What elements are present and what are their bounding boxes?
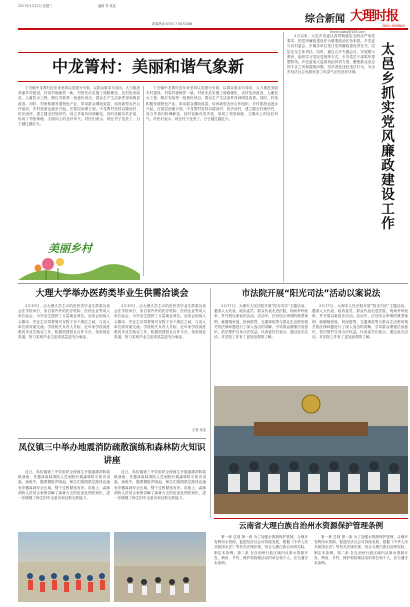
masthead-rule — [18, 28, 408, 30]
story-sun-body: 3月17日，大理市人民法院开展“阳光司法”主题活动，邀请人大代表、政协委员、群众代表走进法院，现场旁听庭审，并开展以案说法活动。活动中，法官结合审理的典型案例，就婚姻家庭、民间借贷、交通事故等与群众生活密切相关的法律问题进行了深入浅出的讲解，引导群众增强法治意识，依法维护自身合法权益。代表委员们表示，通过此次活动，对法院工作有了更加直观的了解。 — [214, 304, 308, 340]
column-divider — [143, 86, 144, 276]
fire-separator — [18, 438, 206, 439]
story-water-box — [214, 518, 408, 604]
masthead-email: Email:dwbs@163.com — [330, 30, 366, 34]
masthead-phone: 新闻热线:0707-7 5872588 — [152, 22, 193, 26]
side-headline-text: 太邑乡抓实党风廉政建设工作 — [378, 42, 394, 231]
masthead-logo — [350, 5, 405, 27]
story-fire-body: 近日，凤仪镇第三中学组织全校师生开展地震消防疏散演练，并邀请森林消防人员到校开展森林防火知识讲座。演练中，随着警报声响起，师生们按照预定路线迅速有序撤离到安全区域，整个过程紧张有序。讲座上，森林消防人员结合案例讲解了森林火灾的危害及预防知识，进一步增强了师生的安全意识和自救互救能力。 — [18, 470, 110, 501]
illustration-caption: 美丽乡村 — [48, 242, 92, 255]
story-fire-body-2: 近日，凤仪镇第三中学组织全校师生开展地震消防疏散演练，并邀请森林消防人员到校开展森林防火知识讲座。演练中，随着警报声响起，师生们按照预定路线迅速有序撤离到安全区域，整个过程紧张有序。讲座上，森林消防人员结合案例讲解了森林火灾的危害及预防知识，进一步增强了师生的安全意识和自救互救能力。 — [114, 470, 206, 501]
story-water-body-2: 第一章 总则 第一条 为了加强水资源保护管理，合理开发利用水资源，促进经济社会可持续发展，根据《中华人民共和国水法》等有关法律法规，结合大理白族自治州实际，制定本条例。第二条 在自治州行政区域内从事水资源开发、利用、节约、保护和管理活动的单位和个人，应当遵守本条例。 — [314, 535, 408, 566]
story-sun-body-2: 3月17日，大理市人民法院开展“阳光司法”主题活动，邀请人大代表、政协委员、群众代表走进法院，现场旁听庭审，并开展以案说法活动。活动中，法官结合审理的典型案例，就婚姻家庭、民间借贷、交通事故等与群众生活密切相关的法律问题进行了深入浅出的讲解，引导群众增强法治意识，依法维护自身合法权益。代表委员们表示，通过此次活动，对法院工作有了更加直观的了解。 — [312, 304, 408, 340]
story-drug-headline: 大理大学举办医药类毕业生供需洽谈会 — [35, 289, 189, 299]
courtroom-photo — [214, 386, 408, 514]
story-drug-body: 3月19日，由大理大学主办的医药类毕业生供需洽谈会在学校举行，来自省内外的医疗机构、医药企业等用人单位参会，为毕业生提供了大量就业岗位。洽谈会现场人头攒动，毕业生们带着简历穿梭于各个展位之间，与用人单位面对面交流。学校相关负责人介绍，近年来学校高度重视毕业生就业工作，积极搭建校企合作平台，拓宽就业渠道，努力实现毕业生更高质量更充分就业。 — [18, 304, 110, 340]
lead-body-col1: 下关镇中龙箐村近年来坚持以党建为引领，以群众需求为导向，大力推进美丽乡村建设，村容村貌焕然一新。村里先后实施了道路硬化、农村危房改造、人畜饮水工程、路灯安装等一批惠民项目，群众生产生活条件得到明显改善。同时，村里积极发展特色产业，带动群众增收致富，培育新型农民合作组织，乡村旅游也逐步兴起。在基层治理方面，中龙箐村坚持以德治村、依法治村，建立健全村规民约，设立矛盾纠纷调解室，及时化解各类矛盾，形成了邻里和睦、文明向上的良好风气。村民们表示，现在村子变美了，日子越过越红火。 — [18, 86, 140, 127]
logo-text: 大理时报 — [350, 9, 399, 24]
students-image-icon — [18, 532, 110, 602]
masthead-date: 2017年3月22日 星期三 — [18, 4, 53, 8]
story-sun-headline: 市法院开展“阳光司法”活动以案说法 — [241, 289, 381, 299]
courtroom-image-icon — [214, 386, 408, 514]
story-water-headline: 云南省大理白族自治州水资源保护管理条例 — [238, 521, 384, 530]
lead-headline: 中龙箐村：美丽和谐气象新 — [51, 57, 244, 76]
lead-headline-box — [18, 52, 278, 82]
lead-illustration — [18, 238, 140, 280]
story-drug-body-2: 3月19日，由大理大学主办的医药类毕业生供需洽谈会在学校举行，来自省内外的医疗机构、医药企业等用人单位参会，为毕业生提供了大量就业岗位。洽谈会现场人头攒动，毕业生们带着简历穿梭于各个展位之间，与用人单位面对面交流。学校相关负责人介绍，近年来学校高度重视毕业生就业工作，积极搭建校企合作平台，拓宽就业渠道，努力实现毕业生更高质量更充分就业。 — [114, 304, 206, 340]
side-headline — [378, 42, 408, 262]
section-title: 综合新闻 — [305, 14, 345, 25]
story-fire-headline: 凤仪镇三中举办地震消防疏散演练和森林防火知识讲座 — [18, 443, 206, 466]
story-water-body: 第一章 总则 第一条 为了加强水资源保护管理，合理开发利用水资源，促进经济社会可持续发展，根据《中华人民共和国水法》等有关法律法规，结合大理白族自治州实际，制定本条例。第二条 在自治州行政区域内从事水资源开发、利用、节约、保护和管理活动的单位和个人，应当遵守本条例。 — [214, 535, 308, 566]
mid-divider — [210, 288, 211, 518]
lead-body-col2: 下关镇中龙箐村近年来坚持以党建为引领，以群众需求为导向，大力推进美丽乡村建设，村容村貌焕然一新。村里先后实施了道路硬化、农村危房改造、人畜饮水工程、路灯安装等一批惠民项目，群众生产生活条件得到明显改善。同时，村里积极发展特色产业，带动群众增收致富，培育新型农民合作组织，乡村旅游也逐步兴起。在基层治理方面，中龙箐村坚持以德治村、依法治村，建立健全村规民约，设立矛盾纠纷调解室，及时化解各类矛盾，形成了邻里和睦、文明向上的良好风气。村民们表示，现在村子变美了，日子越过越红火。 — [146, 86, 278, 122]
fire-drill-photo-1 — [18, 532, 110, 602]
lecture-image-icon — [114, 532, 206, 602]
side-body: 3月以来，太邑乡党委认真贯彻落实全面从严治党要求，把党风廉政建设作为重要政治任务来抓。乡党委与各村委会、乡属各单位签订党风廉政建设责任书，层层压实主体责任。同时，通过召开专题会议、开展警示教育、组织学习党纪党规等方式，引导党员干部筑牢思想防线。乡纪委加大监督执纪问责力度，聚焦群众身边的不正之风和腐败问题，坚决查处违纪违法行为，为全乡经济社会发展营造了风清气正的良好环境。 — [287, 34, 375, 75]
logo-sub: DALI SHIBAO — [382, 24, 405, 28]
fire-drill-photo-2 — [114, 532, 206, 602]
masthead-editor: 编辑 李 某某 — [98, 4, 116, 8]
story-drug-byline: 记者 某某 — [192, 428, 206, 432]
section-separator — [18, 283, 408, 284]
side-divider — [283, 32, 284, 282]
